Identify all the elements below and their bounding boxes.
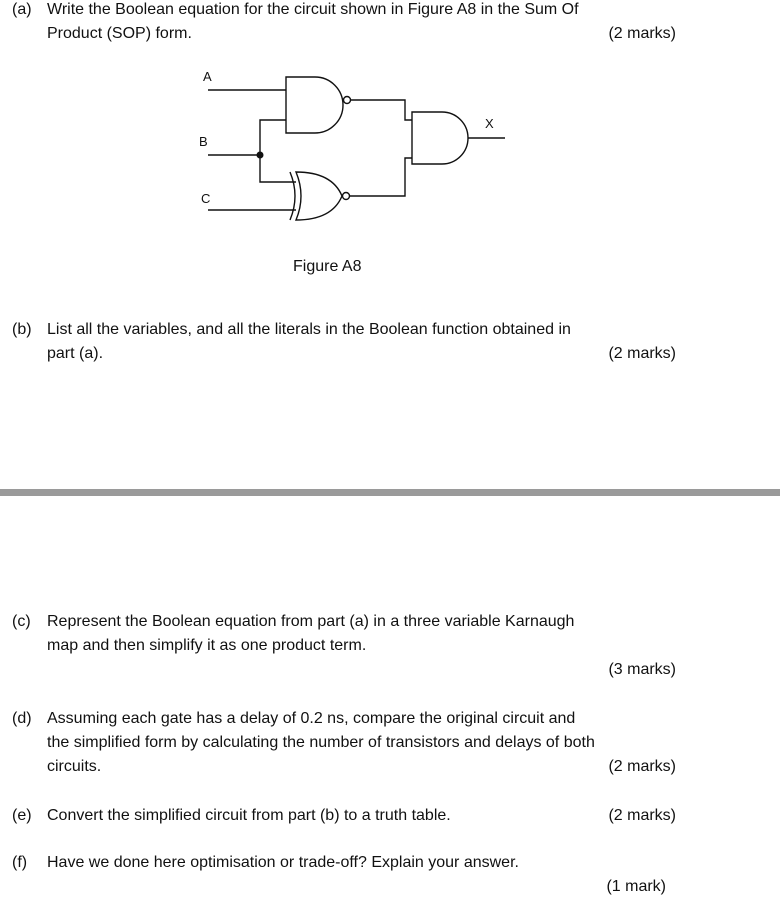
question-b-marks: (2 marks) <box>608 345 676 362</box>
wire-nand-out <box>350 100 412 120</box>
question-d-text-line3: circuits. <box>47 758 102 775</box>
question-c-text-line1: Represent the Boolean equation from part (a) in a three variable Karnaugh <box>47 613 575 630</box>
question-b-label: (b) <box>12 321 32 338</box>
input-label-a: A <box>203 69 212 84</box>
question-b-text-line1: List all the variables, and all the literals in the Boolean function obtained in <box>47 321 571 338</box>
question-a-text-line2: Product (SOP) form. <box>47 25 192 42</box>
question-f-marks: (1 mark) <box>606 878 666 895</box>
xnor-extra-arc <box>290 172 295 220</box>
question-d-text-line2: the simplified form by calculating the number of transistors and delays of both <box>47 734 595 751</box>
question-b-text-line2: part (a). <box>47 345 104 362</box>
figure-caption: Figure A8 <box>293 258 362 275</box>
nand-bubble <box>344 97 351 104</box>
input-label-b: B <box>199 134 208 149</box>
nand-gate <box>286 77 343 133</box>
question-a-text-line1: Write the Boolean equation for the circuit shown in Figure A8 in the Sum Of <box>47 1 579 18</box>
question-d-text-line1: Assuming each gate has a delay of 0.2 ns, compare the original circuit and <box>47 710 576 727</box>
wire-b-to-nand <box>260 120 286 155</box>
wire-b-to-xnor <box>260 155 296 182</box>
question-a-marks: (2 marks) <box>608 25 676 42</box>
junction-dot <box>257 152 264 159</box>
xnor-bubble <box>343 193 350 200</box>
page-separator <box>0 489 780 496</box>
question-e-text-line1: Convert the simplified circuit from part (b) to a truth table. <box>47 807 451 824</box>
question-e-label: (e) <box>12 807 32 824</box>
question-e-marks: (2 marks) <box>608 807 676 824</box>
question-d-marks: (2 marks) <box>608 758 676 775</box>
circuit-diagram <box>180 62 520 232</box>
output-label-x: X <box>485 116 494 131</box>
xnor-gate <box>296 172 342 220</box>
question-c-label: (c) <box>12 613 31 630</box>
and-gate <box>412 112 468 164</box>
question-f-text-line1: Have we done here optimisation or trade-off? Explain your answer. <box>47 854 519 871</box>
input-label-c: C <box>201 191 211 206</box>
question-d-label: (d) <box>12 710 32 727</box>
wire-xnor-out <box>350 158 412 196</box>
question-c-marks: (3 marks) <box>608 661 676 678</box>
question-a-label: (a) <box>12 1 32 18</box>
question-f-label: (f) <box>12 854 28 871</box>
question-c-text-line2: map and then simplify it as one product term. <box>47 637 367 654</box>
